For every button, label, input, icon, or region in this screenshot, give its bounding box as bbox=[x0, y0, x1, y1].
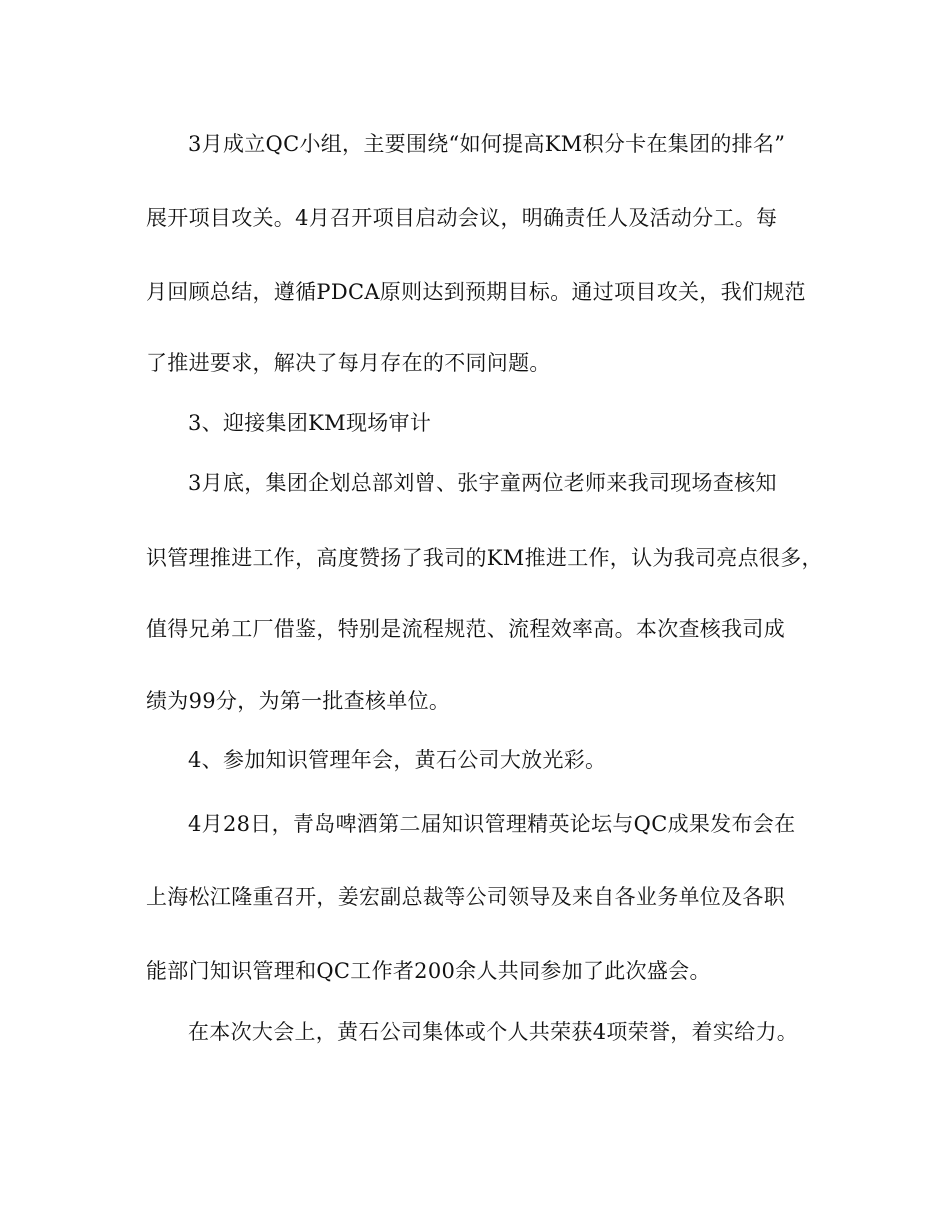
paragraph-line: 3月底，集团企划总部刘曾、张宇童两位老师来我司现场查核知 bbox=[188, 471, 777, 495]
paragraph-line: 能部门知识管理和QC工作者200余人共同参加了此次盛会。 bbox=[146, 959, 711, 983]
paragraph-line: 3月成立QC小组，主要围绕“如何提高KM积分卡在集团的排名” bbox=[188, 132, 786, 156]
section-heading: 4、参加知识管理年会，黄石公司大放光彩。 bbox=[188, 748, 607, 772]
paragraph-line: 识管理推进工作，高度赞扬了我司的KM推进工作，认为我司亮点很多， bbox=[146, 546, 823, 570]
paragraph-line: 了推进要求，解决了每月存在的不同问题。 bbox=[146, 351, 551, 375]
paragraph-line: 展开项目攻关。4月召开项目启动会议，明确责任人及活动分工。每 bbox=[146, 206, 778, 230]
paragraph-line: 在本次大会上，黄石公司集体或个人共荣获4项荣誉，着实给力。 bbox=[188, 1020, 799, 1044]
paragraph-line: 绩为99分，为第一批查核单位。 bbox=[146, 689, 451, 713]
section-heading: 3、迎接集团KM现场审计 bbox=[188, 411, 432, 435]
paragraph-line: 上海松江隆重召开，姜宏副总裁等公司领导及来自各业务单位及各职 bbox=[146, 885, 785, 909]
paragraph-line: 月回顾总结，遵循PDCA原则达到预期目标。通过项目攻关，我们规范 bbox=[146, 280, 806, 304]
paragraph-line: 4月28日，青岛啤酒第二届知识管理精英论坛与QC成果发布会在 bbox=[188, 812, 796, 836]
paragraph-line: 值得兄弟工厂借鉴，特别是流程规范、流程效率高。本次查核我司成 bbox=[146, 617, 785, 641]
